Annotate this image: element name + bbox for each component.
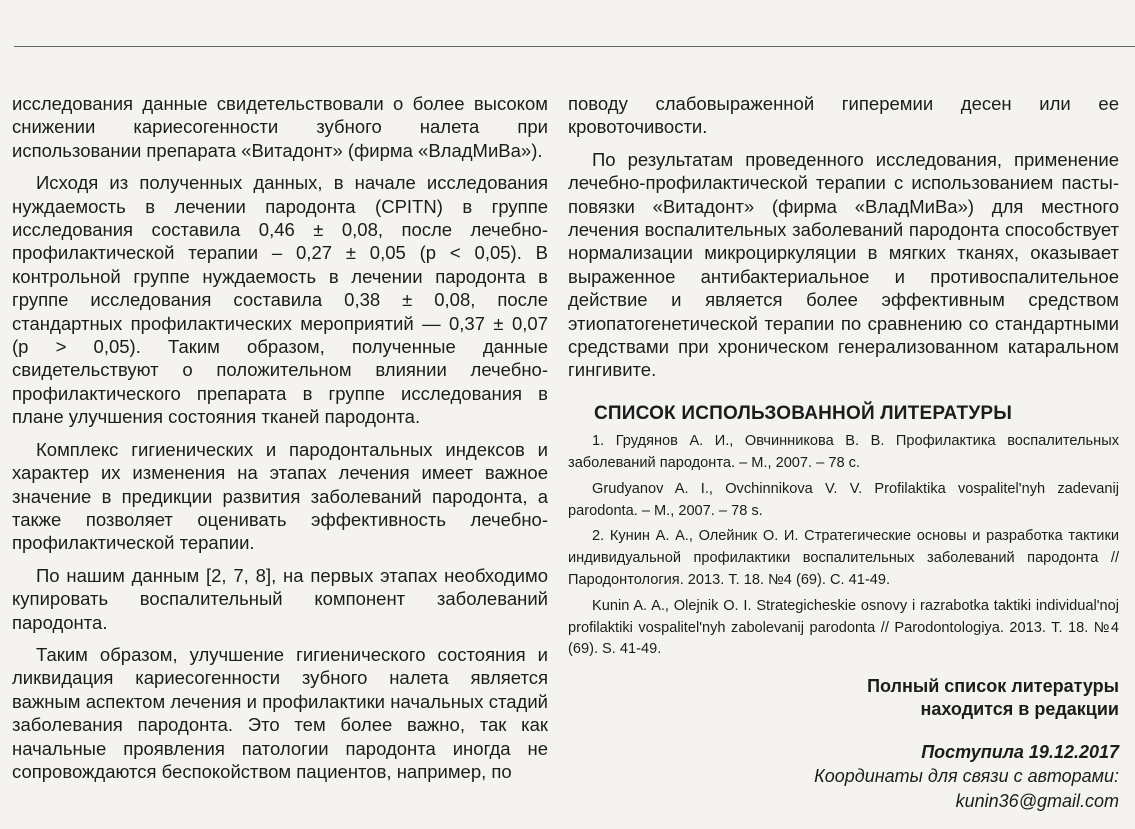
paragraph: По результатам проведенного исследования, применение лечебно-профилактической терапии с использованием пасты-повязки «Витадонт» (фирма «ВладМиВа») для местного лечения воспалительных заболеваний пародонта способствует нормализации микроциркуляции в мягких тканях, оказывает выраженное антибактериальное и противоспалительное действие и является более эффективным средством этиопатогенетической терапии по сравнению со стандартными средствами при хроническом генерализованном катаральном гингивите. (568, 148, 1119, 381)
paragraph: исследования данные свидетельствовали о более высоком снижении кариесогенности зубного налета при использовании препарата «Витадонт» (фирма «ВладМиВа»). (12, 93, 548, 161)
paragraph: поводу слабовыраженной гиперемии десен или ее кровоточивости. (568, 93, 1119, 138)
right-column (568, 92, 1119, 814)
reference-item: 2. Кунин А. А., Олейник О. И. Стратегические основы и разработка тактики индивидуальной профилактики воспалительных заболеваний пародонта // Пародонтология. 2013. Т. 18. №4 (69). С. 41-49. (568, 528, 1119, 589)
full-list-note (568, 675, 1119, 721)
reference-item-translit: Grudyanov A. I., Ovchinnikova V. V. Profilaktika vospalitel'nyh zadevanij parodonta. – M., 2007. – 78 s. (568, 480, 1119, 519)
header-rule (14, 46, 1135, 47)
contact-label: Координаты для связи с авторами: (814, 766, 1119, 787)
paragraph: Таким образом, улучшение гигиенического состояния и ликвидация кариесогенности зубного налета является важным аспектом лечения и профилактики начальных стадий заболевания пародонта. Это тем более важно, так как начальные проявления патологии пародонта иногда не сопровождаются беспокойством пациентов, например, по (12, 643, 548, 782)
received-date: Поступила 19.12.2017 (921, 742, 1119, 763)
left-column (12, 92, 548, 783)
full-list-line: находится в редакции (920, 699, 1119, 720)
contact-email: kunin36@gmail.com (955, 791, 1119, 812)
paragraph: Исходя из полученных данных, в начале исследования нуждаемость в лечении пародонта (CPITN) в группе исследования составила 0,46 ± 0,08, после лечебно-профилактической терапии – 0,27 ± 0,05 (p < 0,05). В контрольной группе нуждаемость в лечении пародонта в группе исследования составила 0,38 ± 0,08, после стандартных профилактических мероприятий — 0,37 ± 0,07 (p > 0,05). Таким образом, полученные данные свидетельствуют о положительном влиянии лечебно-профилактического препарата в группе исследования в плане улучшения состояния тканей пародонта. (12, 172, 548, 428)
paragraph: По нашим данным [2, 7, 8], на первых этапах необходимо купировать воспалительный компонент заболеваний пародонта. (12, 564, 548, 633)
references-heading: СПИСОК ИСПОЛЬЗОВАННОЙ ЛИТЕРАТУРЫ (594, 402, 1013, 424)
reference-item-translit: Kunin A. A., Olejnik O. I. Strategicheskie osnovy i razrabotka taktiki individual'noj profilaktiki vospalitel'nyh zabolevanij parodonta // Parodontologiya. 2013. T. 18. №4 (69). S. 41-49. (568, 597, 1119, 658)
paragraph: Комплекс гигиенических и пародонтальных индексов и характер их изменения на этапах лечения имеет важное значение в предикции развития заболеваний пародонта, а также позволяет оценивать эффективность лечебно-профилактической терапии. (12, 438, 548, 554)
full-list-line: Полный список литературы (867, 676, 1119, 697)
reference-item: 1. Грудянов А. И., Овчинникова В. В. Профилактика воспалительных заболеваний пародонта. – М., 2007. – 78 с. (568, 433, 1119, 472)
